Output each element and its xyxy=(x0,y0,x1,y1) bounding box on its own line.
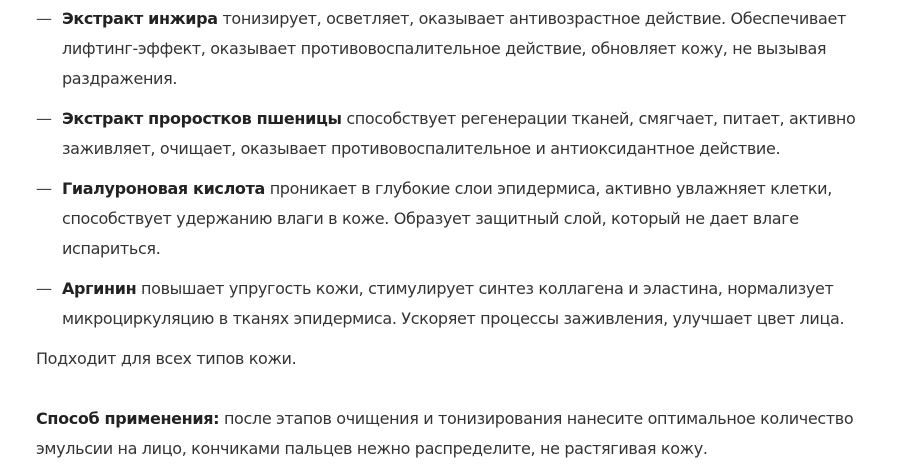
ingredient-description: проникает в глубокие слои эпидермиса, активно увлажняет клетки, способствует удержанию влаги в коже. Образует защитный слой, который не дает влаге испариться. xyxy=(62,179,832,258)
dash-bullet: — xyxy=(36,9,52,28)
ingredient-item-wheat-sprouts xyxy=(36,104,881,164)
usage-label: Способ применения: xyxy=(36,409,220,428)
usage-text: после этапов очищения и тонизирования нанесите оптимальное количество эмульсии на лицо, кончиками пальцев нежно распределите, не растягивая кожу. xyxy=(36,409,854,458)
ingredient-description: повышает упругость кожи, стимулирует синтез коллагена и эластина, нормализует микроциркуляцию в тканях эпидермиса. Ускоряет процессы заживления, улучшает цвет лица. xyxy=(62,279,845,328)
dash-bullet: — xyxy=(36,179,52,198)
ingredient-description: способствует регенерации тканей, смягчает, питает, активно заживляет, очищает, оказывает противовоспалительное и антиоксидантное действие. xyxy=(62,109,856,158)
ingredient-name: Экстракт инжира xyxy=(62,9,218,28)
ingredient-name: Аргинин xyxy=(62,279,137,298)
dash-bullet: — xyxy=(36,109,52,128)
ingredient-name: Гиалуроновая кислота xyxy=(62,179,265,198)
dash-bullet: — xyxy=(36,279,52,298)
ingredient-item-hyaluronic-acid xyxy=(36,174,881,264)
skin-type-note: Подходит для всех типов кожи. xyxy=(36,349,297,368)
ingredient-item-arginine xyxy=(36,274,881,334)
ingredient-name: Экстракт проростков пшеницы xyxy=(62,109,342,128)
usage-instructions xyxy=(36,404,881,464)
ingredient-item-fig xyxy=(36,4,881,94)
product-description xyxy=(36,4,881,464)
ingredient-description: тонизирует, осветляет, оказывает антивозрастное действие. Обеспечивает лифтинг-эффект, оказывает противовоспалительное действие, обновляет кожу, не вызывая раздражения. xyxy=(62,9,846,88)
ingredient-list xyxy=(36,4,881,334)
